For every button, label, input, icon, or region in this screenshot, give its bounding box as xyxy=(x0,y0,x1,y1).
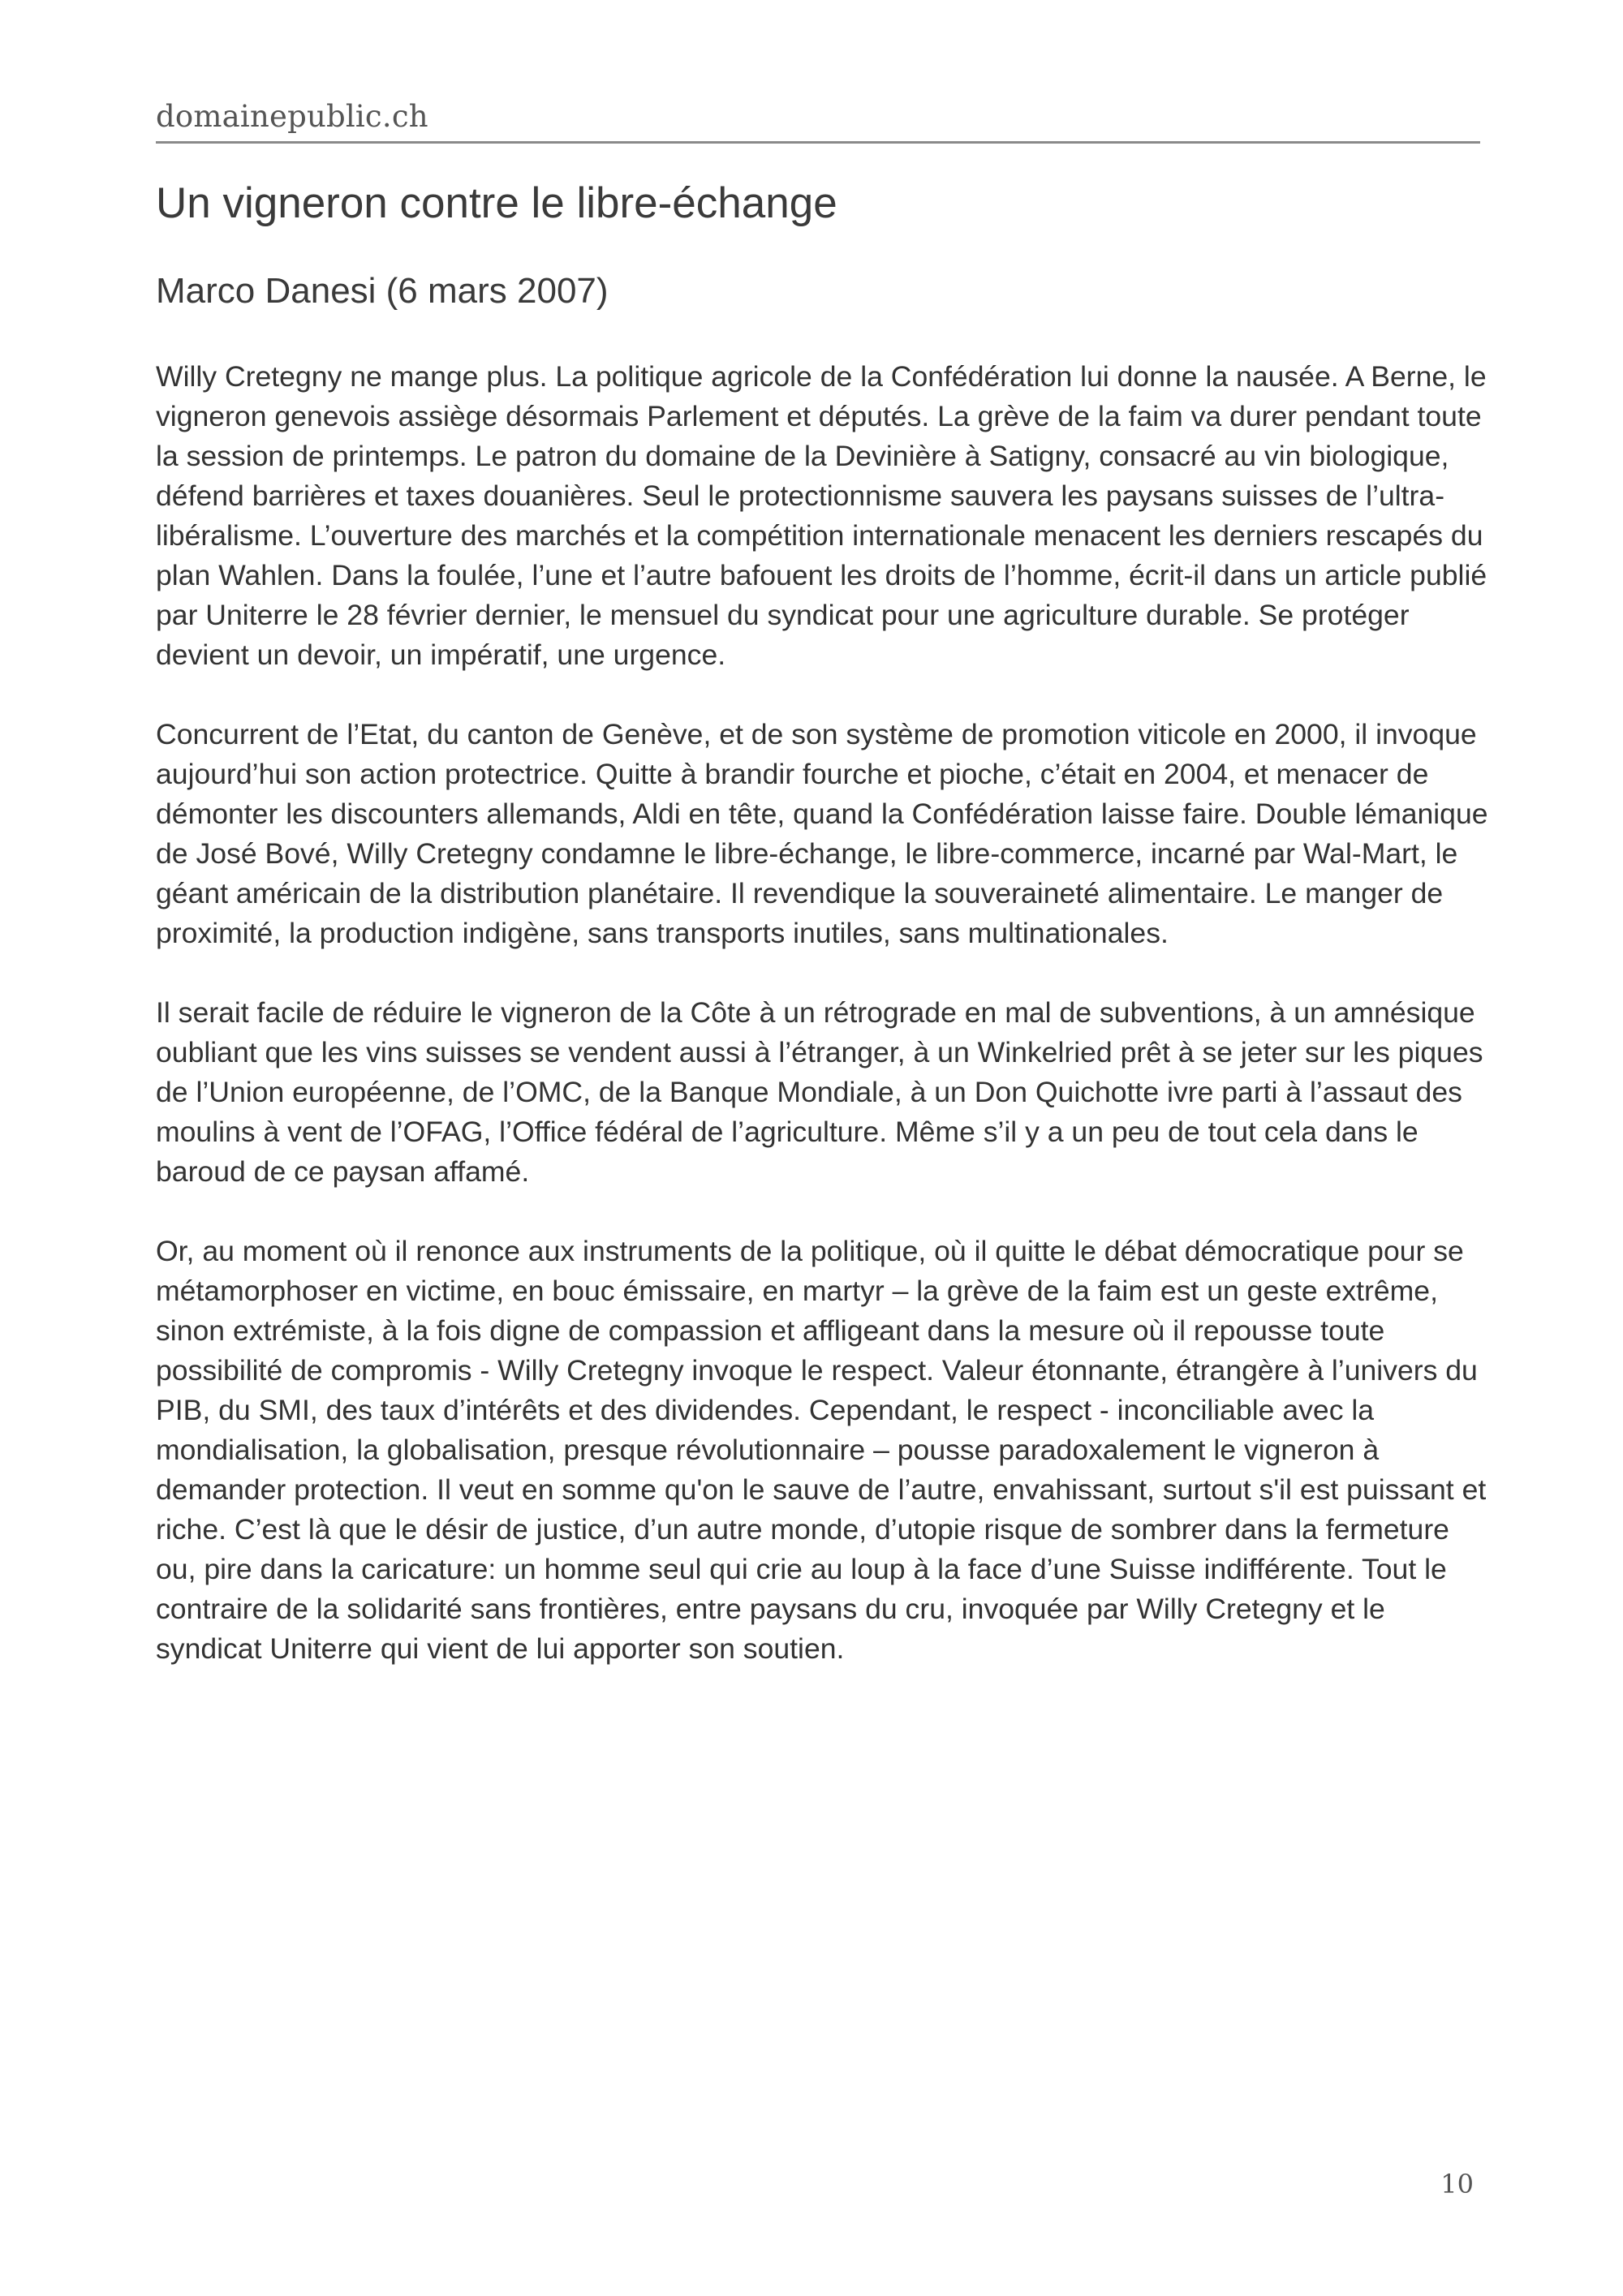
article-paragraph: Il serait facile de réduire le vigneron de la Côte à un rétrograde en mal de subventions, à un amnésique oubliant que les vins suisses se vendent aussi à l’étranger, à un Winkelried prêt à se jeter sur les piques de l’Union européenne, de l’OMC, de la Banque Mondiale, à un Don Quichotte ivre parti à l’assaut des moulins à vent de l’OFAG, l’Office fédéral de l’agriculture. Même s’il y a un peu de tout cela dans le baroud de ce paysan affamé. xyxy=(156,996,1483,1188)
article-byline: Marco Danesi (6 mars 2007) xyxy=(156,271,609,311)
article-body xyxy=(156,357,1491,1709)
article-title: Un vigneron contre le libre-échange xyxy=(156,179,837,227)
page-number: 10 xyxy=(1440,2169,1474,2199)
site-name: domainepublic.ch xyxy=(156,99,428,134)
article-paragraph: Or, au moment où il renonce aux instruments de la politique, où il quitte le débat démocratique pour se métamorphoser en victime, en bouc émissaire, en martyr – la grève de la faim est un geste extrême, sinon extrémiste, à la fois digne de compassion et affligeant dans la mesure où il repousse toute possibilité de compromis - Willy Cretegny invoque le respect. Valeur étonnante, étrangère à l’univers du PIB, du SMI, des taux d’intérêts et des dividendes. Cependant, le respect - inconciliable avec la mondialisation, la globalisation, presque révolutionnaire – pousse paradoxalement le vigneron à demander protection. Il veut en somme qu'on le sauve de l’autre, envahissant, surtout s'il est puissant et riche. C’est là que le désir de justice, d’un autre monde, d’utopie risque de sombrer dans la fermeture ou, pire dans la caricature: un homme seul qui crie au loup à la face d’une Suisse indifférente. Tout le contraire de la solidarité sans frontières, entre paysans du cru, invoquée par Willy Cretegny et le syndicat Uniterre qui vient de lui apporter son soutien. xyxy=(156,1235,1487,1665)
article-paragraph: Willy Cretegny ne mange plus. La politique agricole de la Confédération lui donne la nausée. A Berne, le vigneron genevois assiège désormais Parlement et députés. La grève de la faim va durer pendant toute la session de printemps. Le patron du domaine de la Devinière à Satigny, consacré au vin biologique, défend barrières et taxes douanières. Seul le protectionnisme sauvera les paysans suisses de l’ultra-libéralisme. L’ouverture des marchés et la compétition internationale menacent les derniers rescapés du plan Wahlen. Dans la foulée, l’une et l’autre bafouent les droits de l’homme, écrit-il dans un article publié par Uniterre le 28 février dernier, le mensuel du syndicat pour une agriculture durable. Se protéger devient un devoir, un impératif, une urgence. xyxy=(156,360,1487,671)
article-paragraph: Concurrent de l’Etat, du canton de Genève, et de son système de promotion viticole en 2000, il invoque aujourd’hui son action protectrice. Quitte à brandir fourche et pioche, c’était en 2004, et menacer de démonter les discounters allemands, Aldi en tête, quand la Confédération laisse faire. Double lémanique de José Bové, Willy Cretegny condamne le libre-échange, le libre-commerce, incarné par Wal-Mart, le géant américain de la distribution planétaire. Il revendique la souveraineté alimentaire. Le manger de proximité, la production indigène, sans transports inutiles, sans multinationales. xyxy=(156,718,1488,949)
site-header xyxy=(156,99,1480,144)
